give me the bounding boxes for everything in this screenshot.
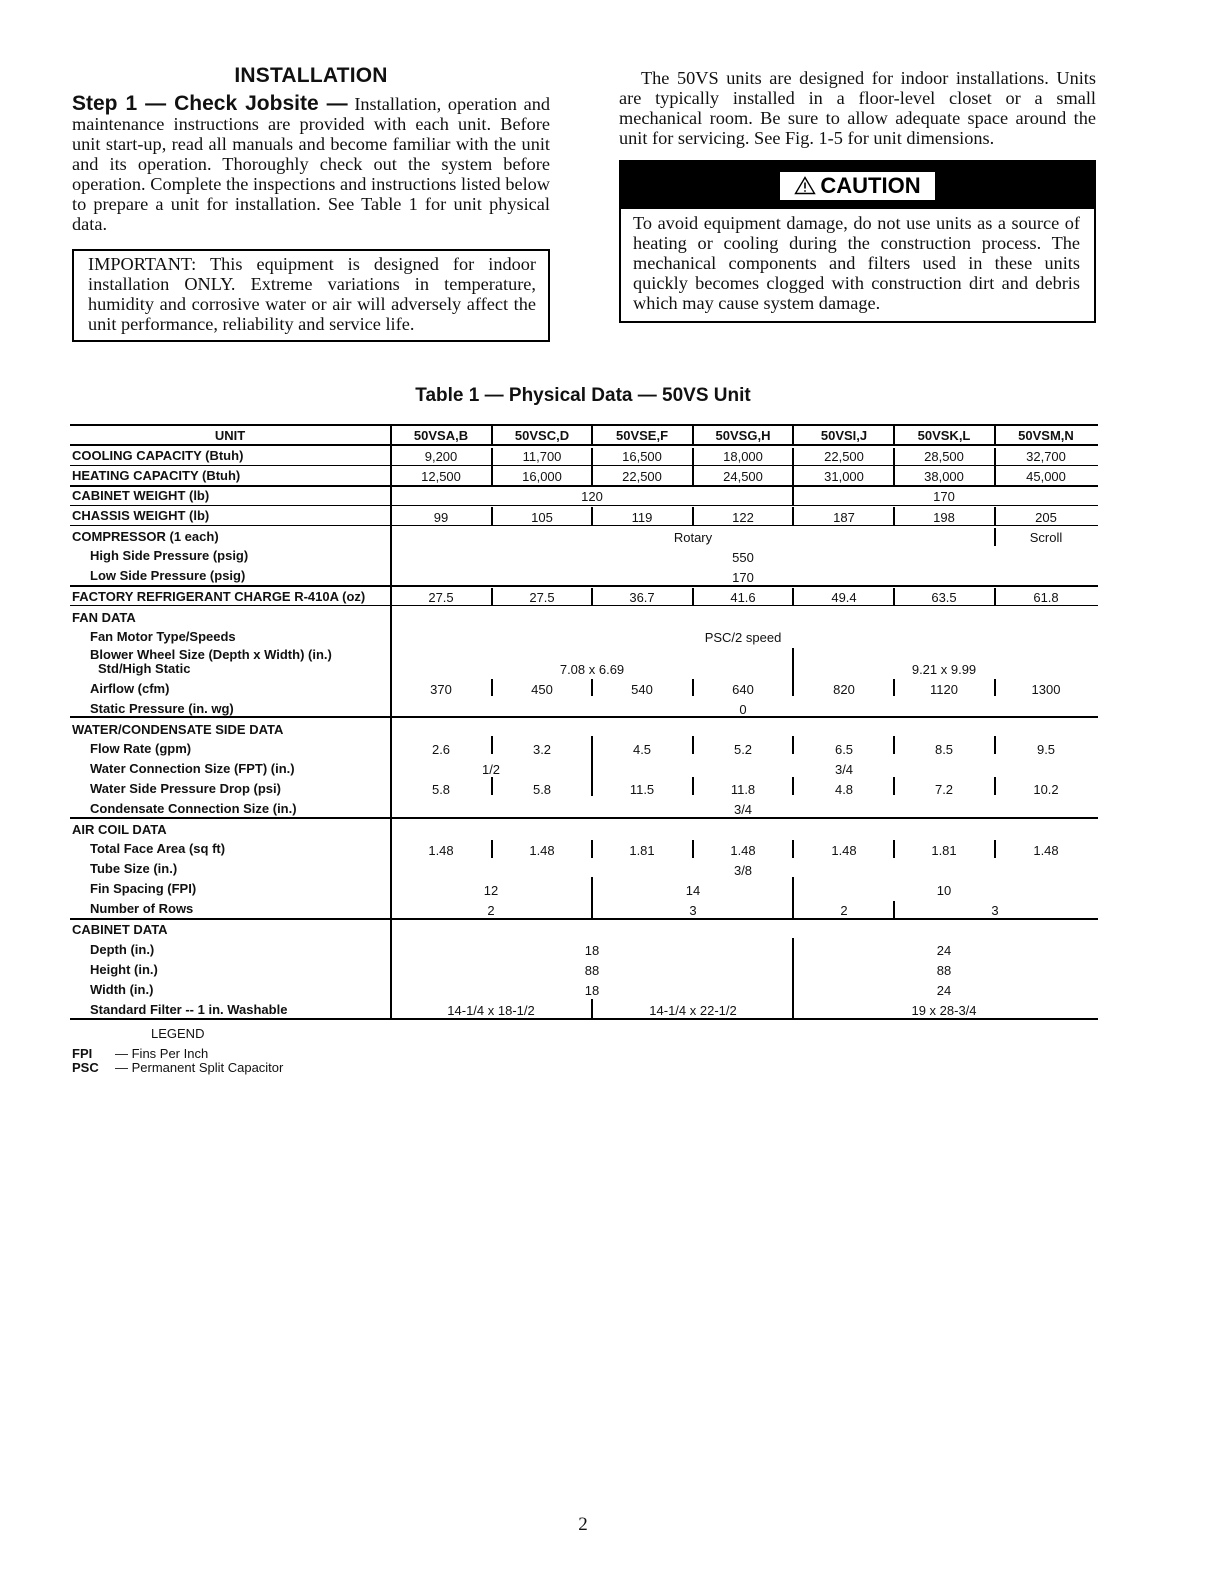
water-conn-value: 1/2 (481, 762, 501, 777)
flow-rate-value: 3.2 (532, 742, 552, 757)
airflow-value: 640 (732, 682, 754, 697)
heating-value: 24,500 (723, 469, 763, 484)
vrule (591, 999, 593, 1018)
blower-value: 7.08 x 6.69 (559, 662, 625, 677)
chassis-weight-value: 99 (433, 510, 449, 525)
row-label-high-side: High Side Pressure (psig) (90, 548, 249, 563)
row-label-cooling: COOLING CAPACITY (Btuh) (72, 448, 244, 463)
vrule (692, 777, 694, 795)
rule-bottom (70, 1018, 1098, 1020)
cooling-value: 28,500 (924, 449, 964, 464)
vrule (792, 487, 794, 505)
filter-value: 14-1/4 x 22-1/2 (649, 1003, 737, 1018)
fin-spacing-value: 12 (483, 883, 499, 898)
vrule (893, 736, 895, 754)
physical-data-table (70, 424, 1098, 1020)
fan-motor-value: PSC/2 speed (704, 630, 782, 645)
caution-box (619, 160, 1096, 323)
vrule (591, 448, 593, 485)
row-label-tube-size: Tube Size (in.) (90, 861, 178, 876)
face-area-value: 1.81 (629, 843, 655, 858)
rule-water (70, 817, 1098, 819)
vrule (893, 507, 895, 525)
water-drop-value: 7.2 (934, 782, 954, 797)
header-model: 50VSK,L (917, 428, 971, 443)
row-label-fan-data: FAN DATA (72, 610, 136, 625)
warning-triangle-icon (794, 176, 816, 195)
airflow-value: 540 (631, 682, 653, 697)
vrule (390, 424, 392, 525)
vrule (491, 424, 493, 444)
rows-value: 2 (487, 903, 495, 918)
caution-header (621, 162, 1094, 209)
low-side-value: 170 (732, 570, 754, 585)
vrule (893, 679, 895, 696)
vrule (792, 507, 794, 525)
height-value: 88 (584, 963, 600, 978)
vrule (591, 588, 593, 605)
flow-rate-value: 8.5 (934, 742, 954, 757)
row-label-airflow: Airflow (cfm) (90, 681, 170, 696)
page-number: 2 (578, 1514, 588, 1535)
header-model: 50VSI,J (820, 428, 868, 443)
row-label-fin-spacing: Fin Spacing (FPI) (90, 881, 197, 896)
rows-value: 3 (689, 903, 697, 918)
face-area-value: 1.48 (1033, 843, 1059, 858)
caution-label-box (780, 172, 934, 200)
cooling-value: 9,200 (424, 449, 458, 464)
flow-rate-value: 2.6 (431, 742, 451, 757)
caution-text: To avoid equipment damage, do not use units as a source of heating or cooling during the construction process. The mechanical components and filters used in these units quickly becomes clogged with construction dirt and debris which may cause system damage. (633, 213, 1080, 313)
rule-air-coil (70, 918, 1098, 920)
rule-heating (70, 485, 1098, 487)
vrule (491, 840, 493, 858)
header-model: 50VSG,H (715, 428, 771, 443)
vrule (893, 901, 895, 918)
vrule (591, 679, 593, 696)
airflow-value: 1120 (930, 682, 958, 697)
row-label-height: Height (in.) (90, 962, 158, 977)
row-label-cabinet-data: CABINET DATA (72, 922, 168, 937)
chassis-weight-value: 205 (1035, 510, 1057, 525)
vrule (994, 424, 996, 444)
row-label-cabinet-weight: CABINET WEIGHT (lb) (72, 488, 210, 503)
flow-rate-value: 5.2 (733, 742, 753, 757)
fin-spacing-value: 10 (936, 883, 952, 898)
compressor-value: Scroll (1029, 530, 1063, 545)
water-drop-value: 4.8 (834, 782, 854, 797)
rule-fan (70, 716, 1098, 718)
water-drop-value: 11.5 (629, 782, 655, 797)
row-label-water-data: WATER/CONDENSATE SIDE DATA (72, 722, 284, 737)
vrule (491, 448, 493, 485)
row-label-fan-motor: Fan Motor Type/Speeds (90, 629, 236, 644)
important-notice: IMPORTANT: This equipment is designed for indoor installation ONLY. Extreme variations in temperature, humidity and corrosive water or air will adversely affect the unit performance, reliability and service life. (72, 249, 550, 342)
vrule (792, 736, 794, 754)
chassis-weight-value: 187 (833, 510, 855, 525)
water-drop-value: 5.8 (431, 782, 451, 797)
caution-label: CAUTION (820, 172, 921, 198)
cabinet-weight-value: 120 (581, 489, 603, 504)
vrule (994, 588, 996, 605)
vrule (591, 507, 593, 525)
vrule (792, 938, 794, 1018)
row-label-condensate: Condensate Connection Size (in.) (90, 801, 297, 816)
vrule (792, 588, 794, 605)
filter-value: 14-1/4 x 18-1/2 (447, 1003, 535, 1018)
rule-cooling (70, 465, 1098, 466)
water-drop-value: 10.2 (1033, 782, 1059, 797)
cabinet-weight-value: 170 (933, 489, 955, 504)
legend-abbr: FPI (72, 1046, 93, 1061)
row-label-rows: Number of Rows (90, 901, 194, 916)
vrule (994, 448, 996, 485)
rows-value: 2 (840, 903, 848, 918)
refrigerant-value: 63.5 (931, 590, 957, 605)
vrule (491, 679, 493, 696)
static-value: 0 (739, 702, 747, 717)
vrule (994, 736, 996, 754)
vrule (792, 877, 794, 918)
compressor-value: Rotary (673, 530, 713, 545)
vrule (692, 424, 694, 444)
airflow-value: 1300 (1031, 682, 1061, 697)
row-label-compressor: COMPRESSOR (1 each) (72, 529, 219, 544)
blower-value: 9.21 x 9.99 (911, 662, 977, 677)
flow-rate-value: 6.5 (834, 742, 854, 757)
row-label-filter: Standard Filter -- 1 in. Washable (90, 1002, 288, 1017)
vrule (994, 507, 996, 525)
vrule (591, 424, 593, 444)
flow-rate-value: 9.5 (1036, 742, 1056, 757)
flow-rate-value: 4.5 (632, 742, 652, 757)
row-label-depth: Depth (in.) (90, 942, 155, 957)
vrule (591, 840, 593, 858)
vrule (893, 448, 895, 485)
rule-top (70, 424, 1098, 426)
legend-item (72, 1061, 283, 1075)
row-label-static: Static Pressure (in. wg) (90, 701, 234, 716)
condensate-value: 3/4 (733, 802, 753, 817)
refrigerant-value: 41.6 (730, 590, 756, 605)
vrule (491, 507, 493, 525)
vrule (994, 777, 996, 795)
height-value: 88 (936, 963, 952, 978)
cooling-value: 11,700 (522, 449, 562, 464)
vrule (893, 840, 895, 858)
step-title: Step 1 — Check Jobsite — (72, 92, 348, 115)
airflow-value: 450 (531, 682, 553, 697)
row-label-water-conn: Water Connection Size (FPT) (in.) (90, 761, 295, 776)
high-side-value: 550 (732, 550, 754, 565)
step-paragraph (72, 94, 550, 234)
row-label-face-area: Total Face Area (sq ft) (90, 841, 226, 856)
refrigerant-value: 27.5 (428, 590, 454, 605)
step-text: Installation, operation and maintenance instructions are provided with each unit. Before unit start-up, read all manuals and become familiar with the unit and its operation. Thoroughly check out the system before operation. Complete the inspections and instructions listed below to prepare a unit for installation. See Table 1 for unit physical data. (72, 94, 550, 234)
rule-cabinet-weight (70, 505, 1098, 506)
legend-title: LEGEND (151, 1026, 205, 1041)
refrigerant-value: 49.4 (831, 590, 857, 605)
rule-chassis-weight (70, 525, 1098, 526)
vrule (692, 840, 694, 858)
vrule (893, 424, 895, 444)
row-label-low-side: Low Side Pressure (psig) (90, 568, 246, 583)
right-column (619, 68, 1096, 323)
chassis-weight-value: 105 (531, 510, 553, 525)
vrule (792, 648, 794, 696)
row-label-blower: Blower Wheel Size (Depth x Width) (in.) (90, 647, 332, 662)
row-label-width: Width (in.) (90, 982, 154, 997)
chassis-weight-value: 198 (933, 510, 955, 525)
section-heading: INSTALLATION (234, 64, 388, 87)
refrigerant-value: 36.7 (629, 590, 655, 605)
legend-text: — Fins Per Inch (115, 1046, 209, 1061)
face-area-value: 1.48 (529, 843, 555, 858)
header-model: 50VSE,F (615, 428, 669, 443)
heating-value: 22,500 (622, 469, 662, 484)
vrule (994, 679, 996, 696)
vrule (994, 528, 996, 546)
vrule (591, 877, 593, 918)
vrule (792, 777, 794, 795)
heating-value: 12,500 (421, 469, 461, 484)
vrule (692, 448, 694, 485)
rows-value: 3 (991, 903, 999, 918)
rule-header (70, 444, 1098, 446)
chassis-weight-value: 122 (732, 510, 754, 525)
row-label-blower-sub: Std/High Static (98, 661, 191, 676)
vrule (692, 507, 694, 525)
water-conn-value: 3/4 (834, 762, 854, 777)
refrigerant-value: 27.5 (529, 590, 555, 605)
header-model: 50VSM,N (1018, 428, 1074, 443)
vrule (491, 777, 493, 795)
cooling-value: 32,700 (1026, 449, 1066, 464)
vrule (692, 588, 694, 605)
row-label-chassis-weight: CHASSIS WEIGHT (lb) (72, 508, 210, 523)
header-model: 50VSA,B (413, 428, 469, 443)
vrule (491, 736, 493, 754)
refrigerant-value: 61.8 (1033, 590, 1059, 605)
fin-spacing-value: 14 (685, 883, 701, 898)
face-area-value: 1.48 (428, 843, 454, 858)
vrule (390, 525, 392, 1019)
header-unit: UNIT (214, 428, 246, 443)
rule-compressor (70, 585, 1098, 587)
legend-item (72, 1047, 283, 1061)
legend (72, 1027, 283, 1075)
vrule (692, 736, 694, 754)
face-area-value: 1.48 (831, 843, 857, 858)
filter-value: 19 x 28-3/4 (911, 1003, 977, 1018)
legend-abbr: PSC (72, 1060, 99, 1075)
vrule (692, 679, 694, 696)
face-area-value: 1.48 (730, 843, 756, 858)
airflow-value: 370 (430, 682, 452, 697)
vrule (792, 448, 794, 485)
cooling-value: 22,500 (824, 449, 864, 464)
rule-refrigerant (70, 605, 1098, 606)
header-model: 50VSC,D (514, 428, 570, 443)
vrule (994, 840, 996, 858)
row-label-heating: HEATING CAPACITY (Btuh) (72, 468, 241, 483)
vrule (893, 588, 895, 605)
depth-value: 18 (584, 943, 600, 958)
face-area-value: 1.81 (931, 843, 957, 858)
heating-value: 45,000 (1026, 469, 1066, 484)
water-drop-value: 5.8 (532, 782, 552, 797)
vrule (792, 424, 794, 444)
vrule (491, 588, 493, 605)
row-label-water-drop: Water Side Pressure Drop (psi) (90, 781, 281, 796)
cooling-value: 18,000 (723, 449, 763, 464)
airflow-value: 820 (833, 682, 855, 697)
heating-value: 31,000 (824, 469, 864, 484)
row-label-refrigerant: FACTORY REFRIGERANT CHARGE R-410A (oz) (72, 589, 366, 604)
cooling-value: 16,500 (622, 449, 662, 464)
heating-value: 38,000 (924, 469, 964, 484)
vrule (893, 777, 895, 795)
heating-value: 16,000 (522, 469, 562, 484)
vrule (591, 736, 593, 796)
row-label-air-coil: AIR COIL DATA (72, 822, 167, 837)
row-label-flow-rate: Flow Rate (gpm) (90, 741, 192, 756)
width-value: 18 (584, 983, 600, 998)
tube-size-value: 3/8 (733, 863, 753, 878)
chassis-weight-value: 119 (631, 510, 653, 525)
table-title: Table 1 — Physical Data — 50VS Unit (415, 385, 751, 406)
width-value: 24 (936, 983, 952, 998)
legend-text: — Permanent Split Capacitor (115, 1060, 284, 1075)
vrule (792, 840, 794, 858)
water-drop-value: 11.8 (730, 782, 756, 797)
left-column (72, 64, 550, 342)
intro-paragraph: The 50VS units are designed for indoor installations. Units are typically installed in a floor-level closet or a small mechanical room. Be sure to allow adequate space around the unit for servicing. See Fig. 1-5 for unit dimensions. (619, 68, 1096, 148)
depth-value: 24 (936, 943, 952, 958)
